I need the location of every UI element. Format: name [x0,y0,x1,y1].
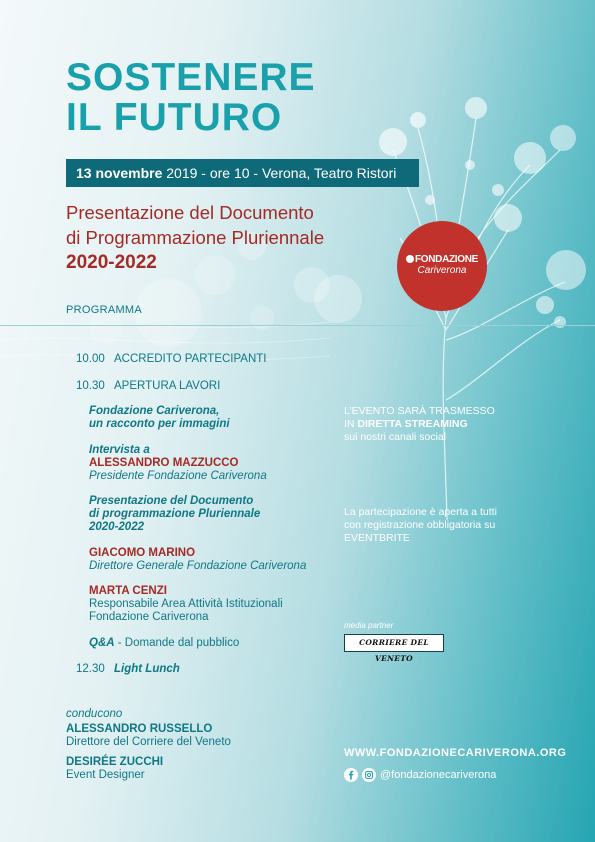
logo-line-1: FONDAZIONE [397,254,487,265]
item-time: 10.00 [76,353,105,365]
program-racconto [89,405,230,431]
facebook-icon[interactable] [344,768,358,782]
program-documento [89,495,260,534]
participation-line-2: con registrazione obbligatoria su [344,519,496,531]
speaker-name: MARTA CENZI [89,585,167,597]
qa-label: Q&A [89,637,115,649]
documento-line-2: di programmazione Pluriennale [89,508,261,520]
event-subtitle [66,200,324,275]
divider [0,325,595,326]
racconto-line-2: un racconto per immagini [89,418,230,430]
streaming-line-2 [344,418,495,431]
program-intervista [89,444,267,483]
program-cenzi [89,585,283,624]
speaker-name: GIACOMO MARINO [89,547,196,559]
item-time: 12.30 [76,663,105,675]
title-line-1: SOSTENERE [66,56,316,99]
item-time: 10.30 [76,380,105,392]
hosts-label: conducono [66,708,123,720]
participation-line-3: EVENTBRITE [344,532,410,544]
host-1-role: Direttore del Corriere del Veneto [66,736,231,748]
date-band [66,159,419,187]
subtitle-years: 2020-2022 [66,252,157,273]
speaker-name: ALESSANDRO MAZZUCCO [89,457,239,469]
program-item-lunch [76,663,180,675]
host-2-name: DESIRÉE ZUCCHI [66,756,164,768]
social-handle[interactable]: @fondazionecariverona [380,769,497,781]
intervista-label: Intervista a [89,444,150,456]
speaker-role-1: Responsabile Area Attività Istituzionali [89,598,283,610]
documento-line-1: Presentazione del Documento [89,495,254,507]
logo-line-2: Cariverona [417,265,467,276]
item-label: Light Lunch [114,663,180,675]
streaming-line-3: sui nostri canali social [344,431,447,443]
racconto-line-1: Fondazione Cariverona, [89,405,220,417]
speaker-role: Presidente Fondazione Cariverona [89,470,267,482]
corriere-del-veneto-logo: CORRIERE DEL VENETO [344,634,444,652]
speaker-role-2: Fondazione Cariverona [89,611,209,623]
host-2-role: Event Designer [66,769,145,781]
program-item-apertura [76,380,220,392]
media-partner-label: media partner [344,621,394,630]
streaming-prefix: IN [344,418,358,430]
qa-text: - Domande dal pubblico [114,637,240,649]
streaming-highlight: DIRETTA STREAMING [357,418,468,430]
item-label: ACCREDITO PARTECIPANTI [114,353,267,365]
program-item-accredito [76,353,267,365]
social-links [344,768,496,782]
event-date: 13 novembre [76,165,163,181]
program-marino [89,547,306,573]
subtitle-line-1: Presentazione del Documento [66,202,314,223]
documento-line-3: 2020-2022 [89,521,144,533]
streaming-line-1: L’EVENTO SARÀ TRASMESSO [344,405,495,417]
hosts-section [66,708,231,782]
program-qa [89,637,239,650]
speaker-role: Direttore Generale Fondazione Cariverona [89,560,307,572]
subtitle-line-2: di Programmazione Pluriennale [66,227,325,248]
website-link[interactable]: WWW.FONDAZIONECARIVERONA.ORG [344,747,567,759]
item-label: APERTURA LAVORI [114,380,221,392]
fondazione-cariverona-logo [397,221,487,311]
instagram-icon[interactable] [362,768,376,782]
event-time-venue: 2019 - ore 10 - Verona, Teatro Ristori [162,165,397,181]
program-heading: PROGRAMMA [66,304,143,316]
event-title [66,58,316,138]
participation-line-1: La partecipazione è aperta a tutti [344,506,497,518]
title-line-2: IL FUTURO [66,96,283,139]
participation-note [344,506,497,545]
host-1-name: ALESSANDRO RUSSELLO [66,723,213,735]
streaming-note [344,405,495,444]
